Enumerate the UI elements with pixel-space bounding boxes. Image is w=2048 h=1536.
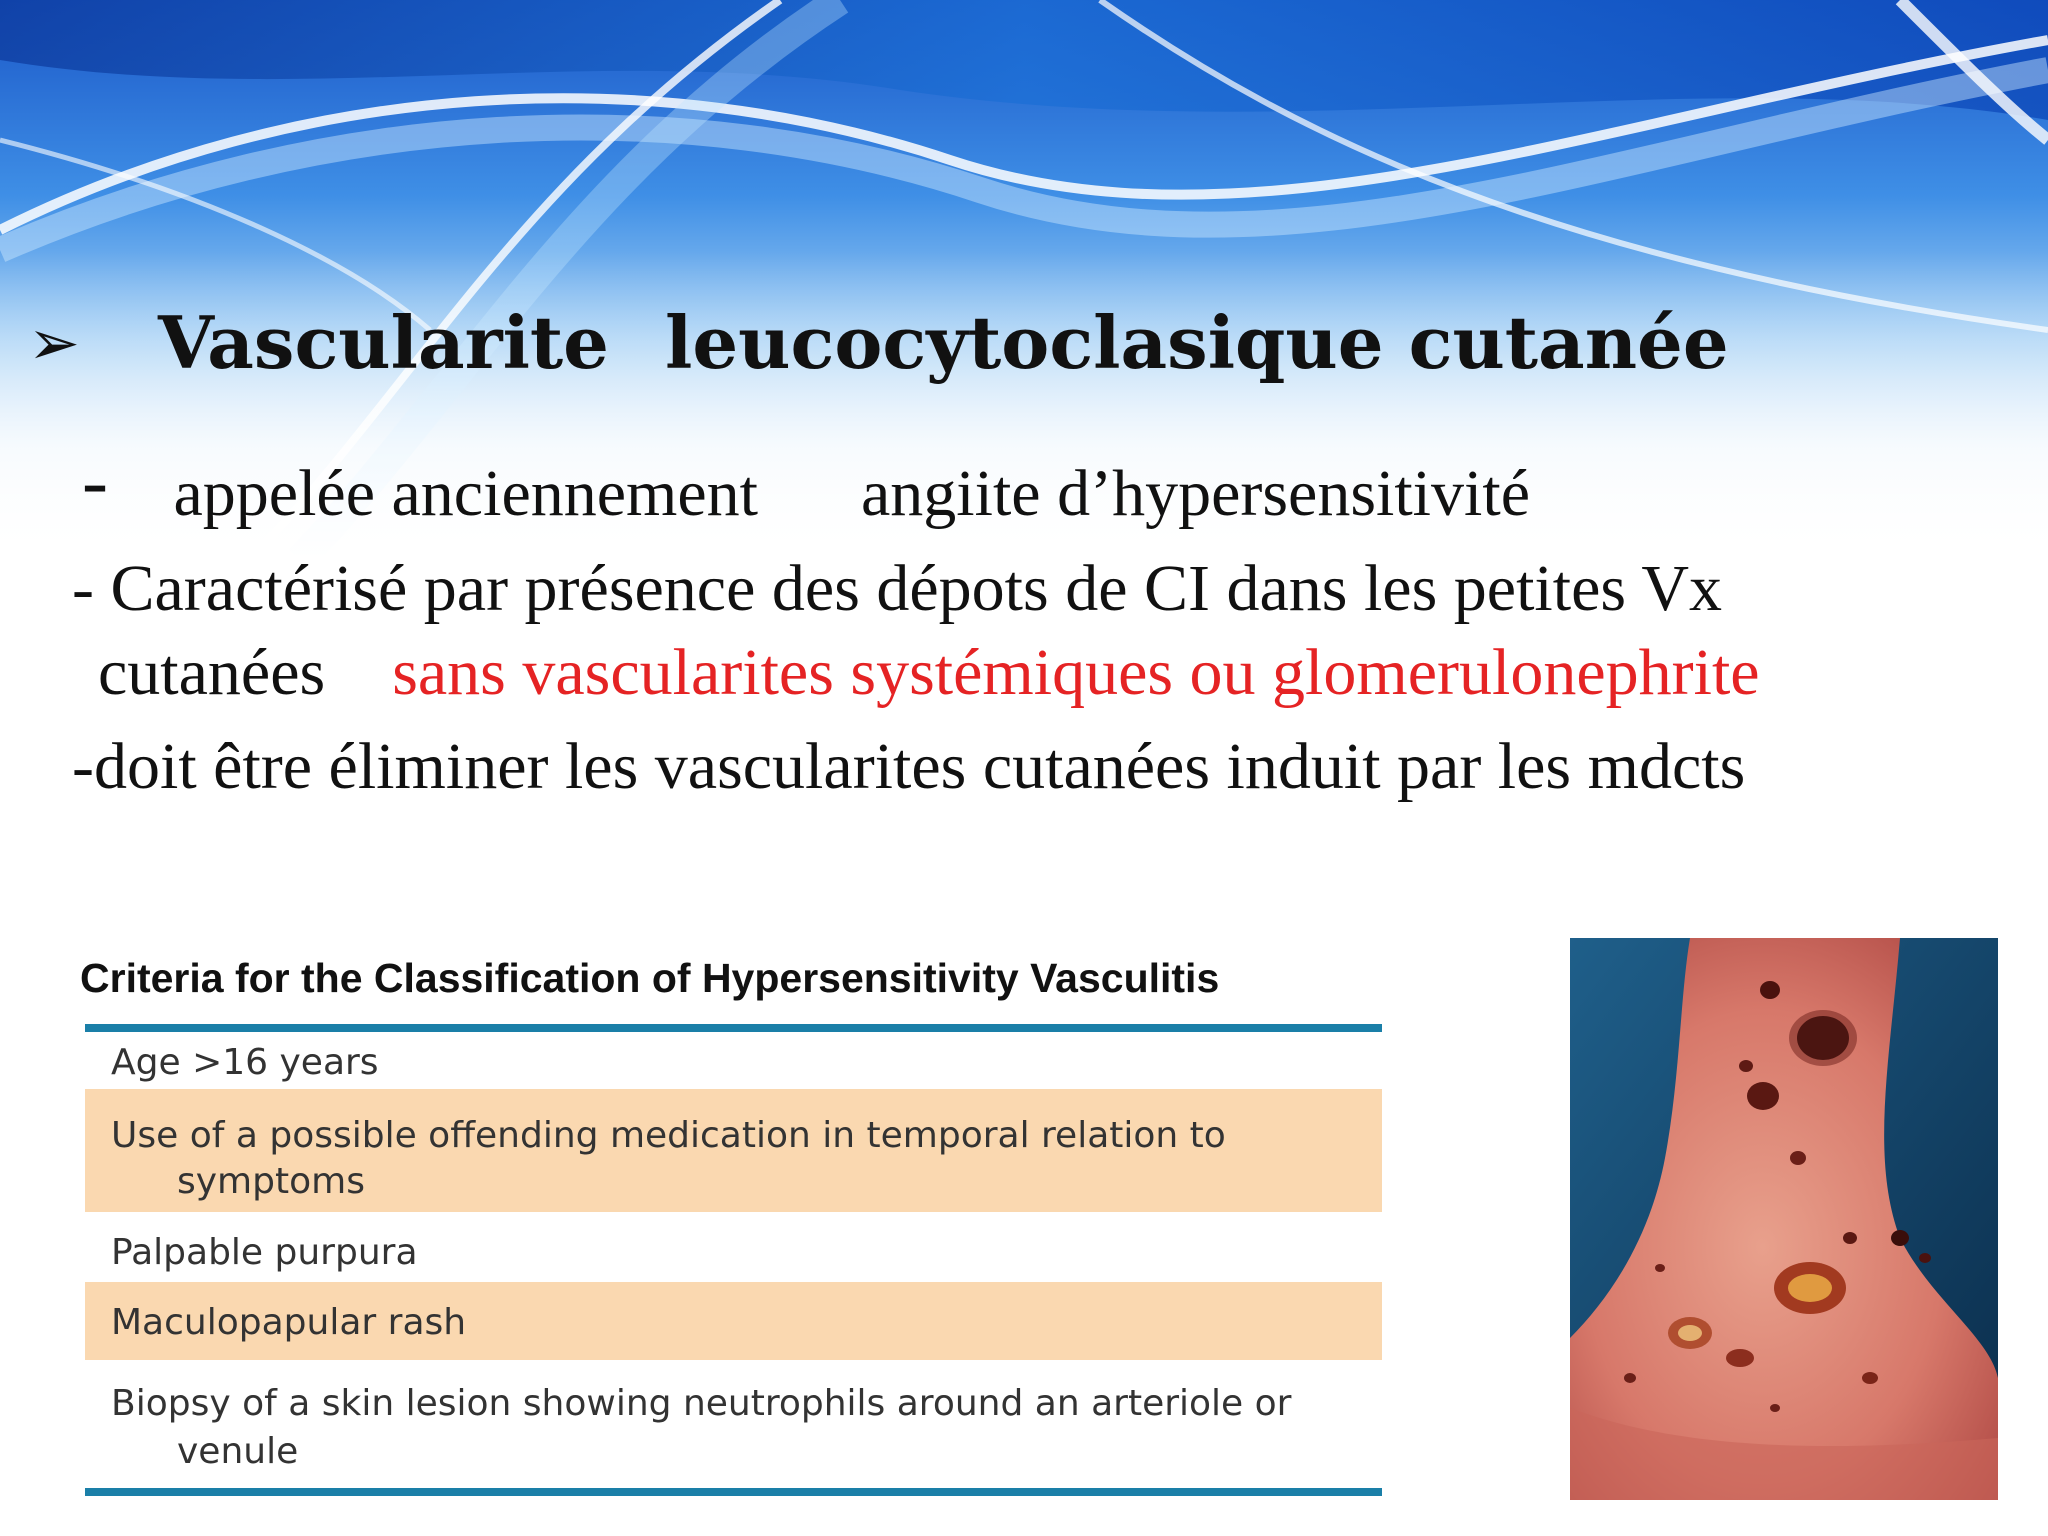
dash-bullet: - [82,437,108,524]
table-row-text: Palpable purpura [111,1232,418,1273]
table-bottom-rule [85,1488,1382,1496]
arrowhead-bullet-icon: ➢ [28,306,80,379]
table-row [85,1282,1382,1360]
table-row-text: Biopsy of a skin lesion showing neutrophils around an arteriole or [111,1383,1292,1424]
table-row-text: Use of a possible offending medication in temporal relation to [111,1115,1226,1156]
body-line-1-part-1: appelée anciennement [173,457,758,530]
body-line-3-black: cutanées [98,636,326,709]
body-line-1-part-2: angiite d’hypersensitivité [861,457,1530,530]
table-row-text-continued: symptoms [177,1161,365,1202]
body-line-3-red: sans vascularites systémiques ou glomerulonephrite [392,636,1760,709]
body-line-1 [82,437,1530,530]
heading-word-1: Vascularite [158,300,609,385]
table-row [85,1360,1382,1488]
clinical-photo [1570,938,1998,1500]
table-row [85,1089,1382,1212]
criteria-table [85,1024,1382,1496]
table-row [85,1032,1382,1089]
body-line-2: - Caractérisé par présence des dépots de CI dans les petites Vx [72,552,1723,625]
table-top-rule [85,1024,1382,1032]
table-row-text: Age >16 years [111,1042,379,1083]
body-line-3 [98,636,1760,709]
slide-heading [28,300,1729,385]
criteria-table-title: Criteria for the Classification of Hypersensitivity Vasculitis [80,955,1220,1001]
heading-word-2: leucocytoclasique cutanée [664,300,1729,385]
body-line-4: -doit être éliminer les vascularites cutanées induit par les mdcts [72,730,1746,803]
table-row-text-continued: venule [177,1431,299,1472]
table-row [85,1212,1382,1282]
table-row-text: Maculopapular rash [111,1302,467,1343]
